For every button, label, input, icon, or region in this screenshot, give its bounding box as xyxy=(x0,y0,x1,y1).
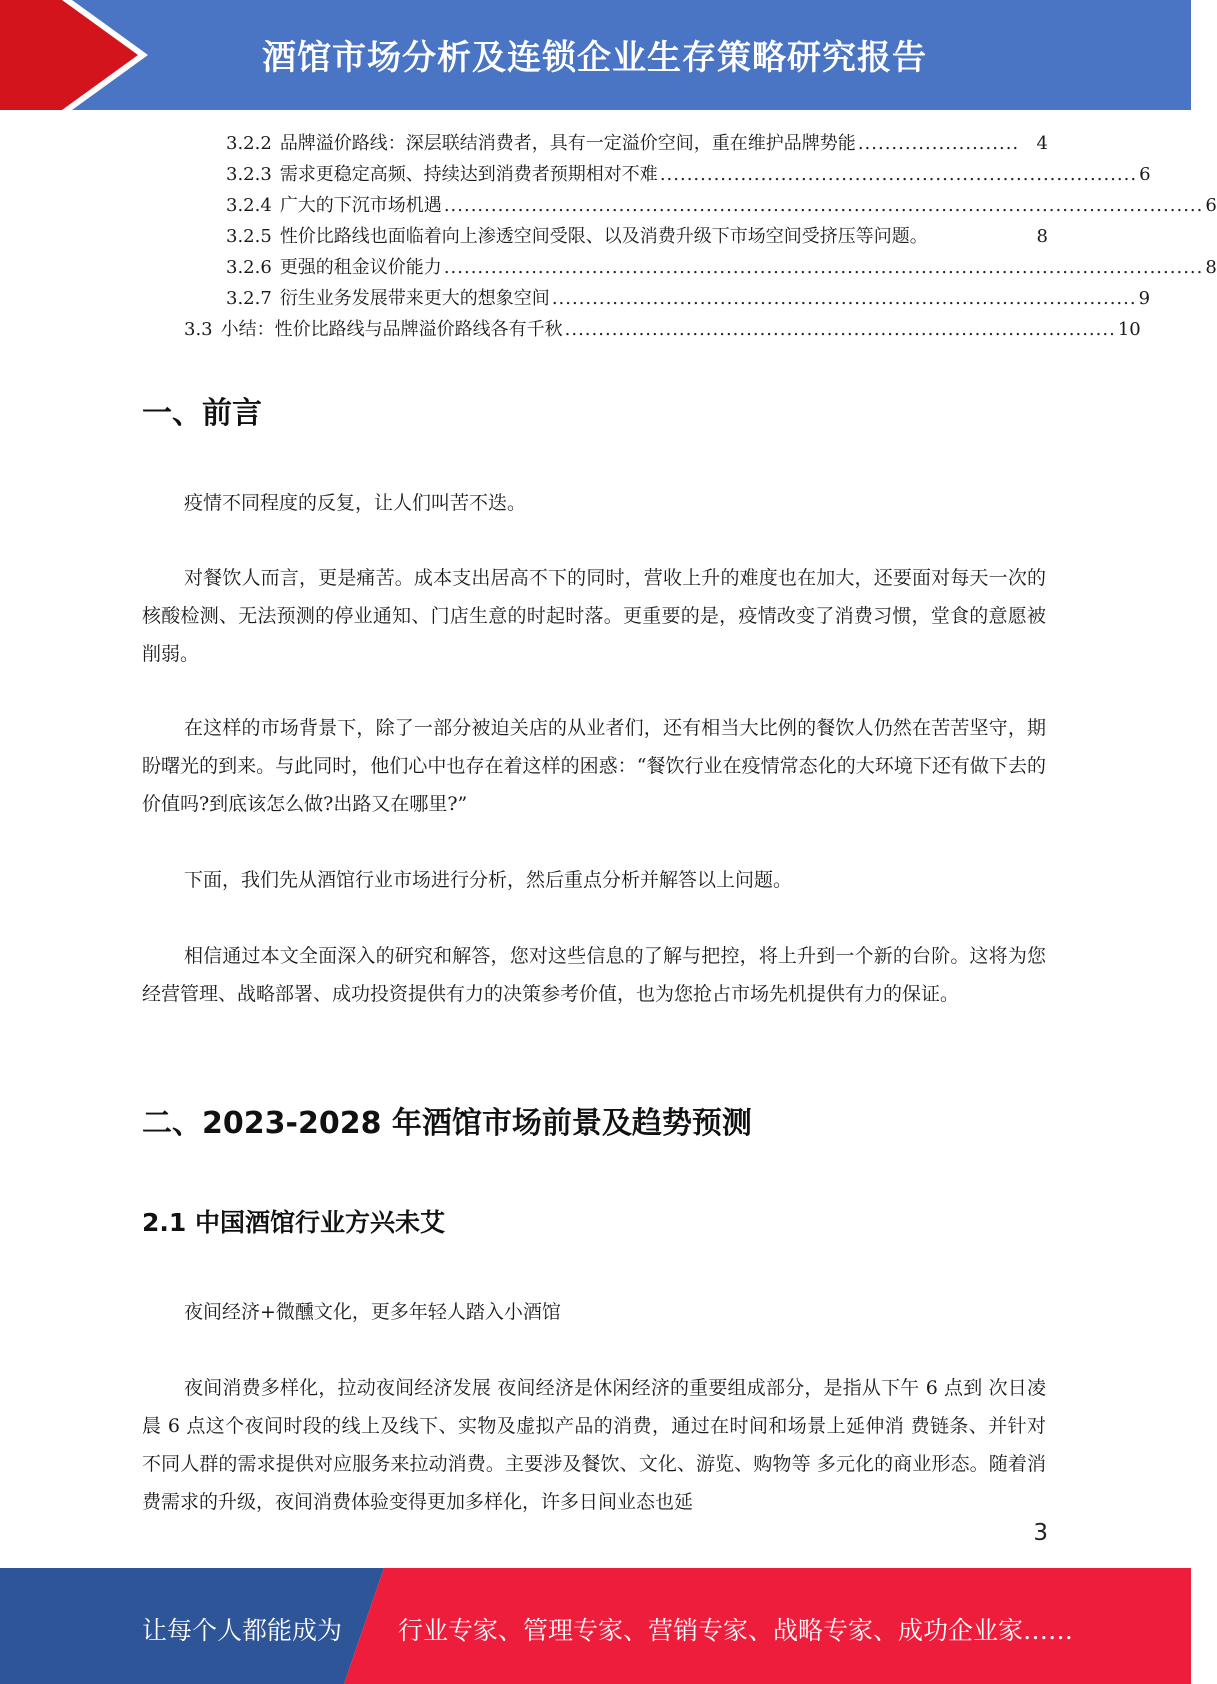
toc-entry-leader: ................................................................................................................. xyxy=(443,195,1204,216)
toc-entry-page: 6 xyxy=(1205,195,1217,216)
toc-entry[interactable] xyxy=(226,252,1217,283)
toc-entry-number: 3.3 xyxy=(184,319,213,340)
subsection-heading: 2.1 中国酒馆行业方兴未艾 xyxy=(142,1208,445,1237)
toc-entry-page: 8 xyxy=(1205,257,1217,278)
toc-entry-title: 性价比路线也面临着向上渗透空间受限、以及消费升级下市场空间受挤压等问题。 xyxy=(279,226,928,247)
header-red-chevron xyxy=(0,0,148,110)
toc-entry[interactable] xyxy=(184,314,1141,345)
section-heading-preface: 一、前言 xyxy=(142,396,262,431)
body-paragraph: 夜间经济+微醺文化，更多年轻人踏入小酒馆 xyxy=(184,1301,561,1323)
toc-entry-title: 更强的租金议价能力 xyxy=(279,257,442,278)
section-heading-forecast: 二、2023-2028 年酒馆市场前景及趋势预测 xyxy=(142,1106,752,1141)
toc-entry-page: 6 xyxy=(1139,164,1151,185)
toc-entry-leader: .................................................................................. xyxy=(564,319,1116,340)
toc-entry[interactable] xyxy=(226,283,1151,314)
toc-entry[interactable] xyxy=(226,221,1048,252)
body-paragraph: 对餐饮人而言，更是痛苦。成本支出居高不下的同时，营收上升的难度也在加大，还要面对每天一次的核酸检测、无法预测的停业通知、门店生意的时起时落。更重要的是，疫情改变了消费习惯，堂食的意愿被削弱。 xyxy=(142,567,1046,665)
toc-entry[interactable] xyxy=(226,190,1217,221)
body-paragraph: 在这样的市场背景下，除了一部分被迫关店的从业者们，还有相当大比例的餐饮人仍然在苦苦坚守，期盼曙光的到来。与此同时，他们心中也存在着这样的困惑：“餐饮行业在疫情常态化的大环境下还有做下去的价值吗?到底该怎么做?出路又在哪里?” xyxy=(142,717,1046,815)
toc-entry-number: 3.2.5 xyxy=(226,226,272,247)
toc-entry[interactable] xyxy=(226,159,1151,190)
footer-slogan-left: 让每个人都能成为 xyxy=(142,1616,343,1645)
body-paragraph: 相信通过本文全面深入的研究和解答，您对这些信息的了解与把控，将上升到一个新的台阶。这将为您经营管理、战略部署、成功投资提供有力的决策参考价值，也为您抢占市场先机提供有力的保证。 xyxy=(142,945,1046,1005)
body-paragraph: 夜间消费多样化，拉动夜间经济发展 夜间经济是休闲经济的重要组成部分，是指从下午 6 点到 次日凌晨 6 点这个夜间时段的线上及线下、实物及虚拟产品的消费，通过在时间和场景上延伸消 费链条、并针对不同人群的需求提供对应服务来拉动消费。主要涉及餐饮、文化、游览、购物等 多元化的商业形态。随着消费需求的升级，夜间消费体验变得更加多样化，许多日间业态也延 xyxy=(142,1377,1046,1513)
toc-entry-page: 8 xyxy=(1036,226,1048,247)
toc-entry-title: 需求更稳定高频、持续达到消费者预期相对不难 xyxy=(279,164,658,185)
toc-entry-number: 3.2.4 xyxy=(226,195,272,216)
document-title: 酒馆市场分析及连锁企业生存策略研究报告 xyxy=(262,38,927,78)
toc-entry-page: 9 xyxy=(1138,288,1151,309)
body-paragraph: 下面，我们先从酒馆行业市场进行分析，然后重点分析并解答以上问题。 xyxy=(184,869,793,891)
body-paragraph: 疫情不同程度的反复，让人们叫苦不迭。 xyxy=(184,492,527,514)
toc-entry[interactable] xyxy=(226,128,1048,159)
toc-entry-number: 3.2.3 xyxy=(226,164,272,185)
toc-entry-number: 3.2.6 xyxy=(226,257,272,278)
toc-entry-leader: ........................ xyxy=(857,133,1020,154)
footer-slogan-right: 行业专家、管理专家、营销专家、战略专家、成功企业家…… xyxy=(398,1616,1074,1645)
toc-entry-title: 广大的下沉市场机遇 xyxy=(279,195,442,216)
toc-entry-leader: ................................................................................................................. xyxy=(443,257,1204,278)
footer-band xyxy=(0,1568,1191,1684)
toc-entry-number: 3.2.2 xyxy=(226,133,272,154)
toc-entry-title: 衍生业务发展带来更大的想象空间 xyxy=(279,288,550,309)
toc-entry-leader: ....................................................................................... xyxy=(551,288,1137,309)
toc-entry-leader: ....................................................................... xyxy=(659,164,1138,185)
toc-entry-page: 10 xyxy=(1117,319,1141,340)
toc-entry-title: 小结：性价比路线与品牌溢价路线各有千秋 xyxy=(220,319,563,340)
toc-entry-title: 品牌溢价路线：深层联结消费者，具有一定溢价空间，重在维护品牌势能 xyxy=(279,133,856,154)
toc-entry-page: 4 xyxy=(1036,133,1048,154)
toc-entry-number: 3.2.7 xyxy=(226,288,272,309)
page-number: 3 xyxy=(1033,1520,1048,1546)
header-band xyxy=(0,0,1191,110)
